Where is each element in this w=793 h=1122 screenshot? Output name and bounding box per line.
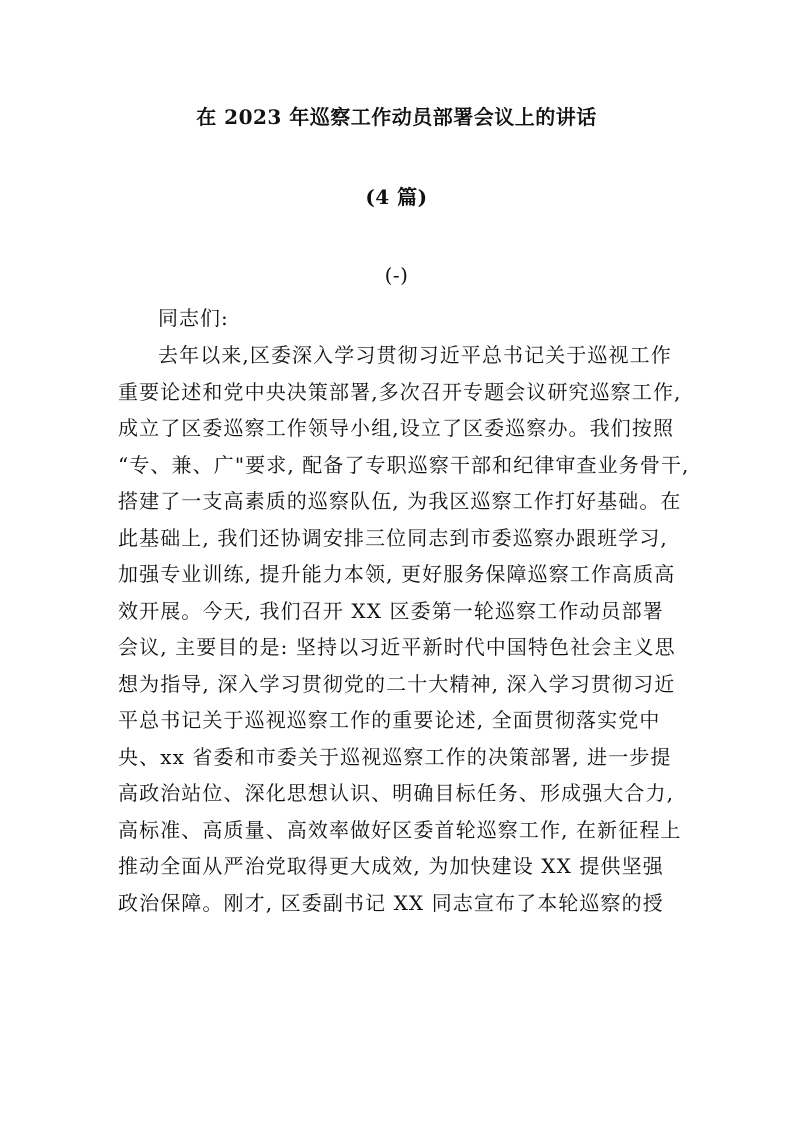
document-subtitle: (4 篇) xyxy=(365,185,428,209)
paragraph-line: 平总书记关于巡视巡察工作的重要论述, 全面贯彻落实党中 xyxy=(118,708,661,732)
paragraph-line: 加强专业训练, 提升能力本领, 更好服务保障巡察工作高质高 xyxy=(118,562,676,586)
paragraph-line: 高政治站位、深化思想认识、明确目标任务、形成强大合力, xyxy=(118,781,675,805)
paragraph-line: 成立了区委巡察工作领导小组,设立了区委巡察办。我们按照 xyxy=(118,416,675,440)
body-paragraph xyxy=(118,337,688,921)
paragraph-line: 去年以来,区委深入学习贯彻习近平总书记关于巡视工作 xyxy=(158,343,672,367)
paragraph-line: 此基础上, 我们还协调安排三位同志到市委巡察办跟班学习, xyxy=(118,525,668,550)
section-marker: (-) xyxy=(384,263,409,287)
document-title: 在 2023 年巡察工作动员部署会议上的讲话 xyxy=(196,105,597,129)
paragraph-line: 效开展。今天, 我们召开 XX 区委第一轮巡察工作动员部署 xyxy=(118,598,664,623)
paragraph-line: 想为指导, 深入学习贯彻党的二十大精神, 深入学习贯彻习近 xyxy=(118,671,676,696)
paragraph-line: 重要论述和党中央决策部署,多次召开专题会议研究巡察工作, xyxy=(118,379,682,404)
greeting: 同志们: xyxy=(158,306,229,330)
paragraph-line: 搭建了一支高素质的巡察队伍, 为我区巡察工作打好基础。在 xyxy=(118,489,682,513)
paragraph-line: 推动全面从严治党取得更大成效, 为加快建设 XX 提供坚强 xyxy=(118,854,664,878)
paragraph-line: 高标准、高质量、高效率做好区委首轮巡察工作, 在新征程上 xyxy=(118,817,682,842)
paragraph-line: 政治保障。刚才, 区委副书记 XX 同志宣布了本轮巡察的授 xyxy=(118,890,664,915)
paragraph-line: “专、兼、广"要求, 配备了专职巡察干部和纪律审查业务骨干, xyxy=(118,452,690,477)
paragraph-line: 会议, 主要目的是: 坚持以习近平新时代中国特色社会主义思 xyxy=(118,635,676,659)
paragraph-line: 央、xx 省委和市委关于巡视巡察工作的决策部署, 进一步提 xyxy=(118,744,672,769)
